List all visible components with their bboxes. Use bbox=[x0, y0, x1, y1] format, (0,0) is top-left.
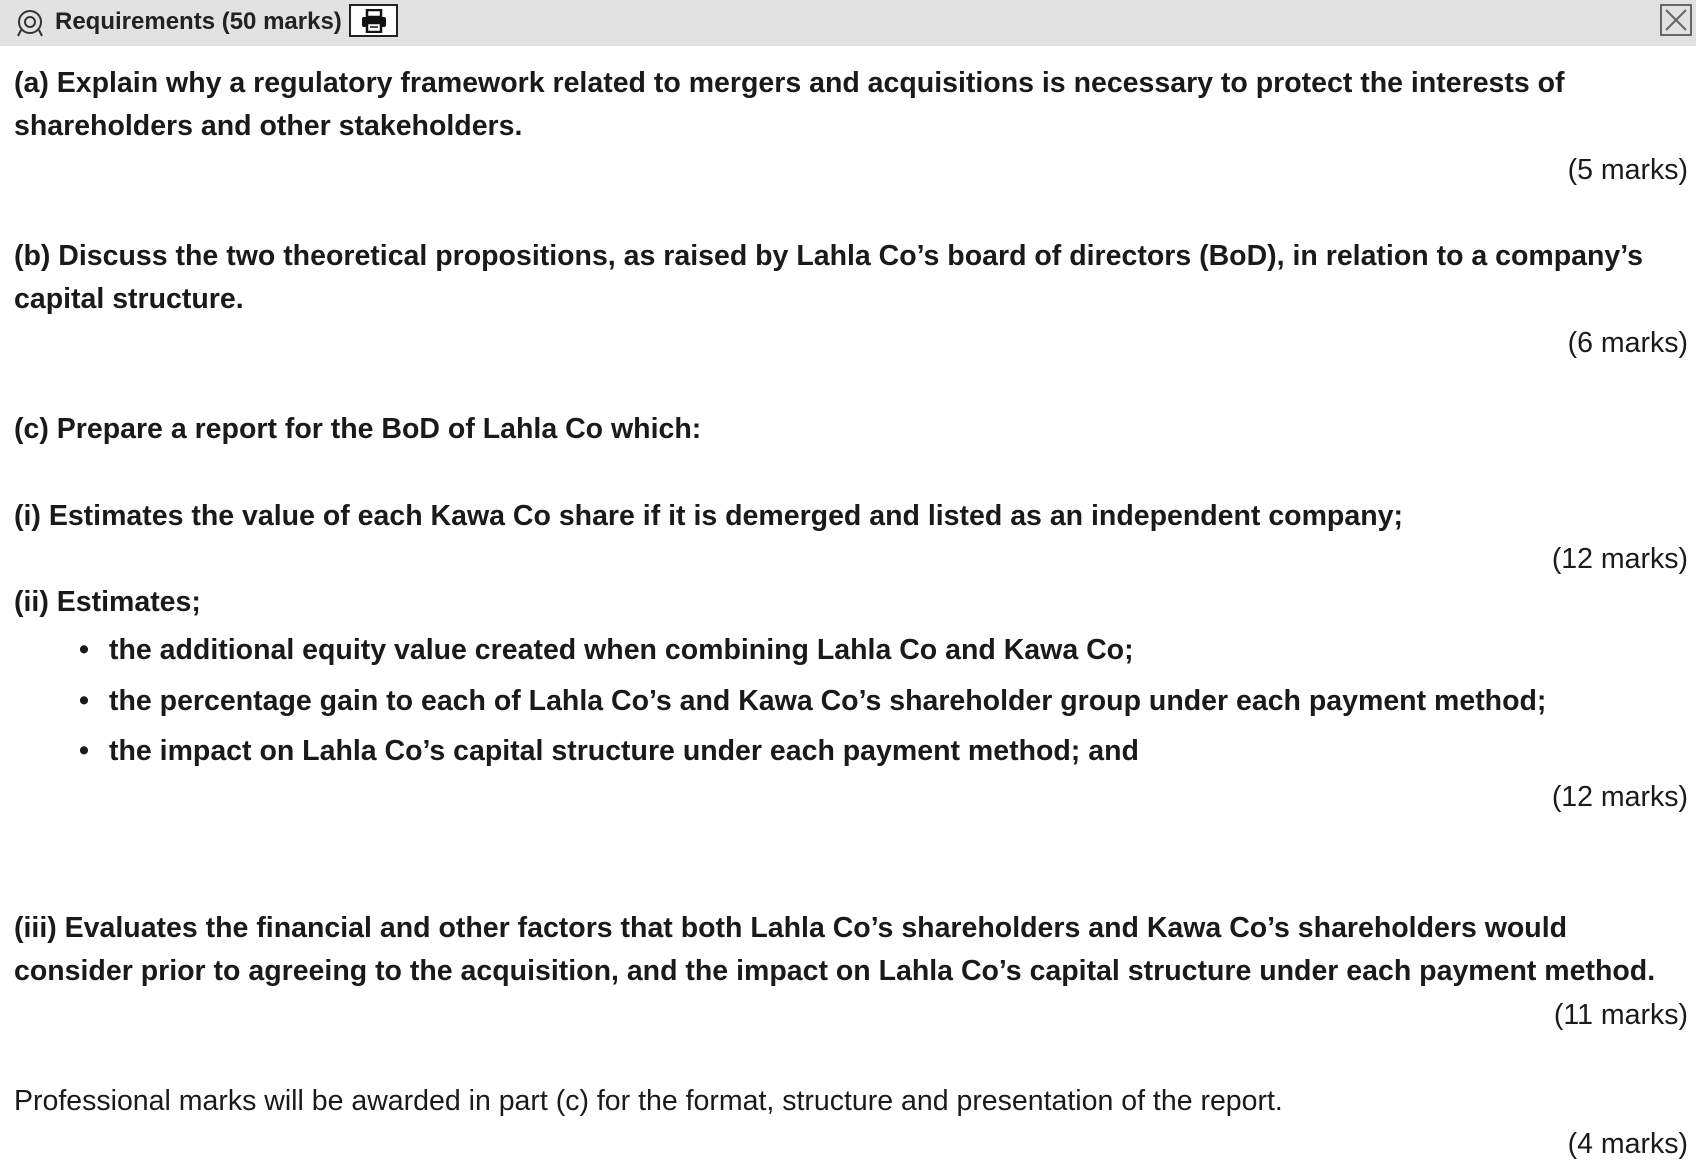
professional-marks: (4 marks) bbox=[1567, 1128, 1688, 1160]
printer-icon bbox=[360, 9, 388, 33]
requirement-c-iii: (iii) Evaluates the financial and other factors that both Lahla Co’s shareholders and Kawa Co’s shareholders would consider prior to agreeing to the acquisition, and the impact on Lahla Co’s capital structure under each payment method. bbox=[14, 912, 1656, 987]
requirement-c-i-marks: (12 marks) bbox=[1551, 543, 1688, 575]
close-icon[interactable] bbox=[1660, 4, 1692, 36]
requirement-c-ii-marks: (12 marks) bbox=[1551, 781, 1688, 813]
bullet-icon: • bbox=[79, 735, 89, 767]
bullet-text: the additional equity value created when combining Lahla Co and Kawa Co; bbox=[109, 634, 1134, 666]
requirement-a-text: (a) Explain why a regulatory framework related to mergers and acquisitions is necessary to protect the interests of shareholders and other stakeholders. bbox=[14, 67, 1565, 142]
bullet-text: the impact on Lahla Co’s capital structure under each payment method; and bbox=[109, 735, 1139, 767]
requirement-a-marks: (5 marks) bbox=[1567, 154, 1688, 186]
requirement-c-intro: (c) Prepare a report for the BoD of Lahla Co which: bbox=[14, 413, 702, 445]
requirement-c-i: (i) Estimates the value of each Kawa Co share if it is demerged and listed as an independent company; bbox=[14, 500, 1403, 532]
requirement-b-text: (b) Discuss the two theoretical propositions, as raised by Lahla Co’s board of directors (BoD), in relation to a company’s capital structure. bbox=[14, 240, 1643, 315]
window-titlebar bbox=[0, 0, 1696, 46]
print-button[interactable] bbox=[349, 4, 398, 37]
bullet-text: the percentage gain to each of Lahla Co’s and Kawa Co’s shareholder group under each payment method; bbox=[109, 685, 1547, 717]
window-title: Requirements (50 marks) bbox=[55, 8, 342, 35]
bullet-icon: • bbox=[79, 634, 89, 666]
requirement-c-ii-heading: (ii) Estimates; bbox=[14, 586, 201, 618]
target-icon bbox=[16, 9, 44, 37]
bullet-icon: • bbox=[79, 685, 89, 717]
requirement-a bbox=[14, 62, 1688, 148]
requirement-c-iii-marks: (11 marks) bbox=[1553, 999, 1688, 1031]
requirement-b-marks: (6 marks) bbox=[1567, 327, 1688, 359]
professional-marks-note: Professional marks will be awarded in part (c) for the format, structure and presentation of the report. bbox=[14, 1085, 1283, 1117]
requirement-b bbox=[14, 235, 1688, 321]
